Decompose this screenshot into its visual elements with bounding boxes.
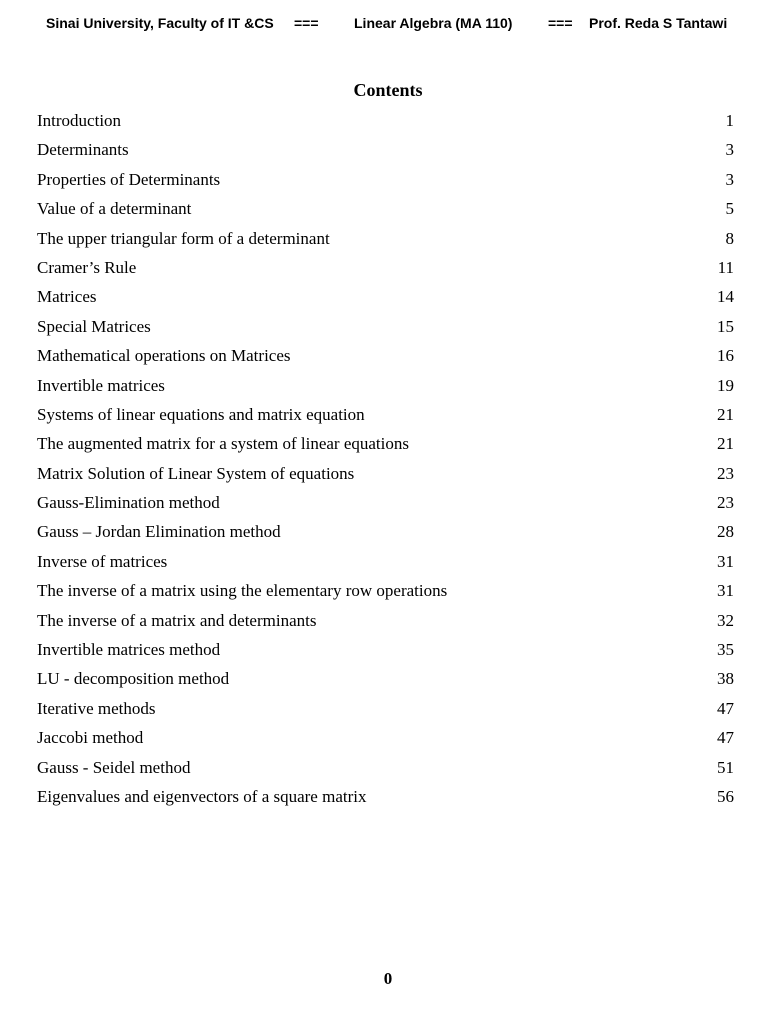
toc-entry <box>0 547 768 576</box>
toc-entry-page: 8 <box>725 228 734 248</box>
toc-entry-page: 23 <box>717 463 734 483</box>
toc-entry-label: Inverse of matrices <box>37 551 168 571</box>
toc-entry <box>0 606 768 635</box>
header-course: Linear Algebra (MA 110) <box>354 15 513 31</box>
toc-entry-label: Determinants <box>37 140 129 160</box>
toc-entry-page: 51 <box>717 757 734 777</box>
toc-entry <box>0 371 768 400</box>
toc-entry <box>0 224 768 253</box>
toc-entry <box>0 429 768 458</box>
toc-entry-label: The augmented matrix for a system of linear equations <box>37 434 409 454</box>
toc-entry <box>0 135 768 164</box>
toc-entry-label: Mathematical operations on Matrices <box>37 346 291 366</box>
toc-entry-label: The inverse of a matrix using the elementary row operations <box>37 581 448 601</box>
toc-entry <box>0 576 768 605</box>
toc-entry <box>0 753 768 782</box>
toc-entry-label: Special Matrices <box>37 316 151 336</box>
toc-entry <box>0 635 768 664</box>
toc-entry-page: 3 <box>725 140 734 160</box>
toc-entry-label: Eigenvalues and eigenvectors of a square matrix <box>37 786 367 806</box>
toc-entry-page: 3 <box>725 169 734 189</box>
toc-entry-label: Matrix Solution of Linear System of equations <box>37 463 355 483</box>
toc-entry-label: The upper triangular form of a determinant <box>37 228 330 248</box>
toc-entry <box>0 165 768 194</box>
page-number: 0 <box>383 969 393 988</box>
toc-entry-page: 19 <box>717 375 734 395</box>
toc-entry-label: Matrices <box>37 287 97 307</box>
toc-list <box>0 106 768 811</box>
toc-entry-label: Properties of Determinants <box>37 169 221 189</box>
toc-entry <box>0 106 768 135</box>
toc-entry-label: Gauss – Jordan Elimination method <box>37 522 281 542</box>
toc-entry-label: Gauss-Elimination method <box>37 493 220 513</box>
toc-entry-page: 11 <box>717 257 734 277</box>
toc-entry-label: Iterative methods <box>37 698 156 718</box>
toc-entry <box>0 488 768 517</box>
toc-entry-page: 38 <box>717 669 734 689</box>
toc-entry-label: Invertible matrices method <box>37 640 221 660</box>
toc-entry-label: Introduction <box>37 111 122 130</box>
toc-entry <box>0 400 768 429</box>
toc-entry <box>0 253 768 282</box>
toc-entry-label: Value of a determinant <box>37 199 192 219</box>
toc-entry <box>0 517 768 546</box>
toc-entry-page: 15 <box>717 316 734 336</box>
toc-entry <box>0 723 768 752</box>
toc-entry-page: 14 <box>717 287 734 307</box>
toc-entry-page: 23 <box>717 493 734 513</box>
toc-entry-page: 35 <box>717 640 734 660</box>
toc-entry <box>0 782 768 811</box>
toc-entry-label: Cramer’s Rule <box>37 257 137 277</box>
toc-entry-page: 32 <box>717 610 734 630</box>
toc-entry <box>0 312 768 341</box>
toc-entry <box>0 694 768 723</box>
toc-entry <box>0 341 768 370</box>
toc-entry-page: 31 <box>717 581 734 601</box>
toc-entry-page: 16 <box>717 346 734 366</box>
toc-entry-label: Jaccobi method <box>37 728 144 748</box>
header-university: Sinai University, Faculty of IT &CS <box>46 15 274 31</box>
toc-entry <box>0 194 768 223</box>
toc-entry-page: 21 <box>717 434 734 454</box>
toc-entry-label: Gauss - Seidel method <box>37 757 191 777</box>
toc-entry-page: 28 <box>717 522 734 542</box>
toc-entry <box>0 459 768 488</box>
toc-entry-label: Invertible matrices <box>37 375 165 395</box>
toc-entry-page: 56 <box>717 786 734 806</box>
toc-entry-page: 1 <box>725 111 734 130</box>
toc-title: Contents <box>353 80 423 100</box>
header-professor: Prof. Reda S Tantawi <box>589 15 728 31</box>
toc-entry <box>0 282 768 311</box>
toc-entry-label: The inverse of a matrix and determinants <box>37 610 317 630</box>
header-separator: === <box>548 15 573 31</box>
toc-entry-page: 47 <box>717 728 734 748</box>
header-separator: === <box>294 15 319 31</box>
toc-entry-page: 47 <box>717 698 734 718</box>
toc-entry <box>0 664 768 693</box>
toc-entry-page: 31 <box>717 551 734 571</box>
toc-entry-label: LU - decomposition method <box>37 669 230 689</box>
toc-entry-label: Systems of linear equations and matrix equation <box>37 404 365 424</box>
toc-entry-page: 21 <box>717 404 734 424</box>
toc-entry-page: 5 <box>725 199 734 219</box>
page-header <box>0 15 768 35</box>
